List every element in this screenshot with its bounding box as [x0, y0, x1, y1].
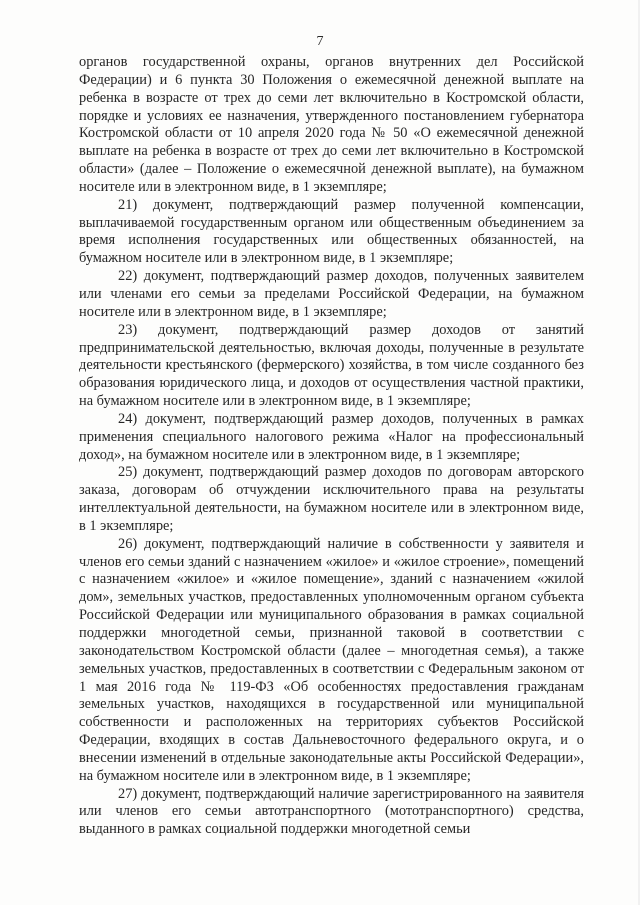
paragraph-25: 25) документ, подтверждающий размер доходов по договорам авторского заказа, договорам об отчуждении исключительного права на результаты интеллектуальной деятельности, на бумажном носителе или в электронном виде, в 1 экземпляре;	[79, 464, 584, 534]
paragraph-26: 26) документ, подтверждающий наличие в собственности у заявителя и членов его семьи зданий с назначением «жилое» и «жилое строение», помещений с назначением «жилое» и «жилое помещение», зданий с назначением «жилой дом», земельных участков, предоставленных уполномоченным органом субъекта Российской Федерации или муниципального образования в рамках социальной поддержки многодетной семьи, признанной таковой в соответствии с законодательством Костромской области (далее – многодетная семья), а также земельных участков, предоставленных в соответствии с Федеральным законом от 1 мая 2016 года № 119-ФЗ «Об особенностях предоставления гражданам земельных участков, находящихся в государственной или муниципальной собственности и расположенных на территориях субъектов Российской Федерации, входящих в состав Дальневосточного федерального округа, и о внесении изменений в отдельные законодательные акты Российской Федерации», на бумажном носителе или в электронном виде, в 1 экземпляре;	[79, 535, 584, 784]
paragraph-20-continuation: органов государственной охраны, органов внутренних дел Российской Федерации) и 6 пункта 30 Положения о ежемесячной денежной выплате на ребенка в возрасте от трех до семи лет включительно в Костромской области, порядке и условиях ее назначения, утвержденного постановлением губернатора Костромской области от 10 апреля 2020 года № 50 «О ежемесячной денежной выплате на ребенка в возрасте от трех до семи лет включительно в Костромской области» (далее – Положение о ежемесячной денежной выплате), на бумажном носителе или в электронном виде, в 1 экземпляре;	[79, 54, 584, 195]
paragraph-27: 27) документ, подтверждающий наличие зарегистрированного на заявителя или членов его семьи автотранспортного (мототранспортного) средства, выданного в рамках социальной поддержки многодетной семьи	[79, 785, 584, 838]
paragraph-24: 24) документ, подтверждающий размер доходов, полученных в рамках применения специального налогового режима «Налог на профессиональный доход», на бумажном носителе или в электронном виде, в 1 экземпляре;	[79, 410, 584, 463]
paragraph-22: 22) документ, подтверждающий размер доходов, полученных заявителем или членами его семьи за пределами Российской Федерации, на бумажном носителе или в электронном виде, в 1 экземпляре;	[79, 268, 584, 320]
page-number: 7	[316, 34, 324, 49]
document-body	[79, 54, 584, 839]
paragraph-21: 21) документ, подтверждающий размер полученной компенсации, выплачиваемой государственным органом или общественным объединением за время исполнения государственных или общественных обязанностей, на бумажном носителе или в электронном виде, в 1 экземпляре;	[79, 196, 584, 267]
paragraph-23: 23) документ, подтверждающий размер доходов от занятий предпринимательской деятельностью, включая доходы, полученные в результате деятельности крестьянского (фермерского) хозяйства, в том числе созданного без образования юридического лица, и доходов от осуществления частной практики, на бумажном носителе или в электронном виде, в 1 экземпляре;	[79, 321, 584, 410]
